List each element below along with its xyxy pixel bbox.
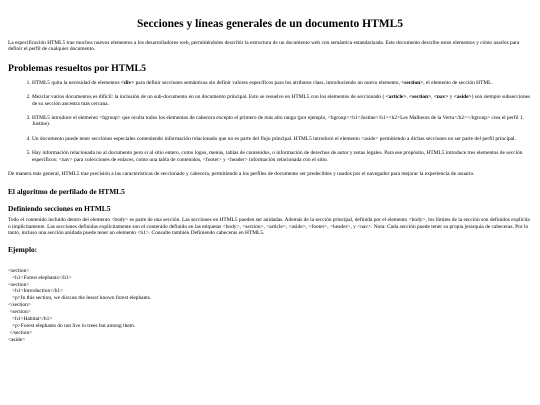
- code-line: </section>: [8, 302, 31, 309]
- problems-list: [8, 80, 532, 163]
- code-article: <article>: [385, 94, 407, 101]
- defining-heading: Definiendo secciones en HTML5: [8, 204, 111, 214]
- code-line: <h1>Forest elephants</h1>: [8, 274, 72, 281]
- code-line: <h1>Introduction</h1>: [8, 288, 64, 295]
- page-title: Secciones y líneas generales de un documento HTML5: [136, 18, 404, 30]
- code-aside: <aside>: [453, 94, 472, 101]
- problem-item-4: 4. Un documento puede tener secciones especiales conteniendo información relacionado que no es parte del flujo principal. HTML5 introduce el elemento <aside> permitiendo a dichas secciones no ser parte del perfil principal.: [32, 136, 532, 142]
- problems-heading: Problemas resueltos por HTML5: [8, 62, 146, 74]
- code-line: <p>Forest elephants do not live in trees but among them.: [8, 322, 136, 329]
- code-section: <section>: [409, 94, 432, 101]
- code-line: <p>In this section, we discuss the lesser known forest elephants.: [8, 295, 152, 302]
- code-line: <h1>Habitat</h1>: [8, 316, 53, 323]
- code-line: <section>: [8, 281, 30, 288]
- problem-item-1: 1. HTML5 quita la necesidad de elementos <div> para definir secciones semánticas sin definir valores específicos para los atributos class, introduciendo un nuevo elemento, <section>, el elemento de sección HTML.: [32, 80, 532, 86]
- problem-item-3: 3. HTML5 introduce el elemento <hgroup> que oculta todos los elementos de cabecera excepto el primero de más alto rango (por ejemplo, <hgroup><h1>Justine</h1><h2>Les Malheurs de la Vertu</h2></hgroup> crea el perfil 1. Justine).: [32, 115, 532, 128]
- code-line: <aside>: [8, 336, 26, 343]
- example-heading: Ejemplo:: [8, 244, 38, 254]
- problem-item-5: 5. Hay información relacionada no al documento pero si al sitio entero, como logos, menús, tablas de contenidos, o información de derechos de autor y notas legales. Para ese propósito, HTML5 introduce tres elementos de sección específicos: <nav> para colecciones de enlaces, como una tabla de contenidos, <footer> y <header> información relacionada con el sitio.: [32, 150, 532, 163]
- intro-paragraph: La especificación HTML5 trae muchos nuevos elementos a los desarrolladores web, permitiéndoles describir la estructura de un documento web con semántica estandarizada. Este documento describe estos elementos y cómo usarlos para definir el perfil de cualquier documento.: [8, 40, 520, 53]
- algorithm-heading: El algoritmo de perfilado de HTML5: [8, 187, 125, 197]
- problem-item-2: 2. Mezclar varios documentos es difícil: la inclusión de un sub-documento en un documento principal. Esto se resuelve en HTML5 con los elementos de seccionado ( <article>, <section>, <nav> y <aside>) son siempre subsecciones de su sección ancestra más cercana.: [32, 94, 532, 107]
- defining-paragraph: Todo el contenido incluido dentro del elemento <body> es parte de una sección. Las secciones en HTML5 pueden ser anidadas. Además de la sección principal, definida por el elemento <body>, los límites de la sección son definidos explícita o implícitamente. Las secciones definidas explícitamente son el contenido definido en las etiquetas <body>, <section>, <article>, <aside>, <footer>, <header>, y <nav>. Nota: Cada sección puede tener su propia jerarquía de cabeceras. Por lo tanto, incluso una sección anidada puede tener un elemento <h1>. Consulte también Definiendo cabeceras en HTML5.: [8, 217, 530, 237]
- code-section: <section>: [401, 79, 424, 86]
- code-example: [8, 268, 532, 344]
- code-line: <section>: [8, 267, 30, 274]
- code-div: <div>: [120, 79, 135, 86]
- code-nav: <nav>: [433, 94, 449, 101]
- summary-paragraph: De manera más general, HTML5 trae precisión a las características de seccionado y cabecera, permitiendo a los perfiles de documento ser predecibles y usados por el navegador para mejorar la experiencia de usuario.: [8, 171, 475, 178]
- code-line: </section>: [8, 329, 33, 336]
- code-line: <section>: [8, 309, 31, 316]
